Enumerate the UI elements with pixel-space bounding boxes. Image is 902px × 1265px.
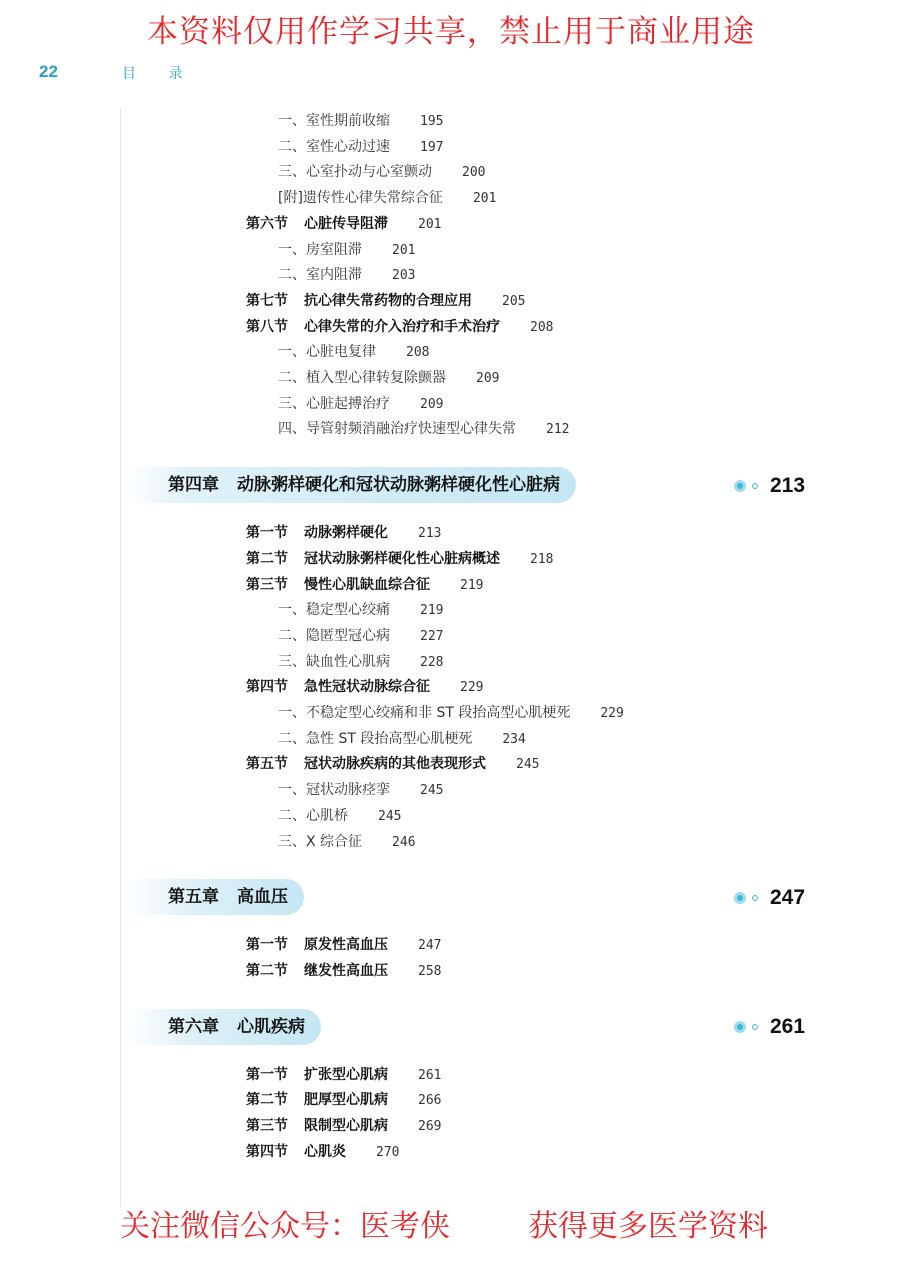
subsection-entry [278, 135, 443, 159]
entry-page-number: 245 [516, 757, 540, 773]
entry-label [246, 1140, 346, 1164]
entry-title: 动脉粥样硬化 [304, 525, 388, 542]
bullet-dot-icon [734, 892, 746, 904]
entry-page-number: 209 [420, 396, 444, 412]
entry-label [278, 238, 362, 262]
entry-label [246, 212, 388, 236]
subsection-entry [278, 598, 443, 622]
bullet-dot-icon [734, 1021, 746, 1033]
entry-label [246, 315, 500, 339]
entry-title: 心肌炎 [304, 1143, 346, 1160]
entry-page-number: 246 [392, 834, 416, 850]
entry-page-number: 247 [418, 938, 442, 954]
entry-label [278, 727, 472, 751]
entry-title: 原发性高血压 [304, 937, 388, 954]
entry-page-number: 228 [420, 654, 444, 670]
entry-title: 一、冠状动脉痉挛 [278, 782, 390, 799]
section-entry [246, 1140, 399, 1164]
subsection-entry [278, 804, 401, 828]
entry-title: 一、室性期前收缩 [278, 113, 390, 129]
section-number: 第三节 [246, 1118, 288, 1134]
section-entry [246, 212, 441, 236]
section-entry [246, 547, 553, 571]
section-entry [246, 315, 553, 339]
entry-page-number: 245 [378, 808, 402, 824]
section-number: 第二节 [246, 550, 288, 567]
entry-label [246, 675, 430, 699]
section-entry [246, 933, 441, 957]
entry-title: 冠状动脉粥样硬化性心脏病概述 [304, 550, 500, 567]
entry-title: 二、室性心动过速 [278, 138, 390, 155]
subsection-entry [278, 109, 443, 133]
subsection-entry [278, 392, 443, 416]
subsection-entry [278, 624, 443, 648]
chapter-page [734, 1009, 805, 1045]
entry-label [278, 624, 390, 648]
entry-title: 二、隐匿型冠心病 [278, 627, 390, 644]
entry-label [246, 1063, 388, 1087]
section-entry [246, 675, 483, 699]
entry-page-number: 266 [418, 1093, 442, 1109]
entry-page-number: 229 [460, 680, 484, 696]
entry-label [246, 752, 486, 776]
section-number: 第四节 [246, 679, 288, 696]
entry-title: 肥厚型心肌病 [304, 1092, 388, 1109]
entry-label [246, 547, 500, 571]
entry-page-number: 208 [406, 345, 430, 361]
entry-page-number: 209 [476, 371, 500, 386]
entry-label [278, 160, 432, 184]
section-entry [246, 573, 483, 597]
subsection-entry [278, 417, 569, 441]
entry-page-number: 219 [420, 603, 444, 619]
entry-page-number: 205 [502, 293, 526, 309]
entry-page-number: 201 [472, 191, 497, 207]
entry-title: 三、缺血性心肌病 [278, 653, 390, 670]
entry-title: 扩张型心肌病 [304, 1066, 388, 1083]
entry-label [278, 135, 390, 159]
entry-page-number: 195 [420, 114, 444, 129]
chapter-title: 心肌疾病 [237, 1016, 305, 1037]
entry-label [278, 366, 446, 390]
chapter-heading [128, 879, 304, 915]
margin-divider [120, 108, 121, 1208]
chapter-title: 动脉粥样硬化和冠状动脉粥样硬化性心脏病 [237, 475, 560, 496]
entry-page-number: 261 [418, 1067, 442, 1083]
section-entry [246, 289, 525, 313]
entry-page-number: 227 [420, 628, 444, 644]
entry-page-number: 269 [418, 1119, 442, 1134]
entry-title: 一、稳定型心绞痛 [278, 602, 390, 619]
entry-page-number: 234 [502, 731, 526, 747]
entry-label [278, 392, 390, 416]
entry-page-number: 201 [392, 242, 416, 258]
section-entry [246, 959, 441, 983]
section-entry [246, 1114, 441, 1138]
section-number: 第八节 [246, 318, 288, 335]
chapter-page-number: 213 [770, 473, 806, 497]
chapter-page [734, 467, 805, 503]
entry-label [278, 830, 362, 854]
section-number: 第四节 [246, 1143, 288, 1160]
subsection-entry [278, 701, 624, 725]
entry-title: [附]遗传性心律失常综合征 [278, 190, 443, 207]
header-title: 目 录 [122, 66, 197, 82]
entry-page-number: 229 [600, 706, 624, 721]
subsection-entry [278, 186, 496, 210]
entry-page-number: 258 [418, 963, 442, 979]
entry-title: 二、植入型心律转复除颤器 [278, 370, 446, 386]
section-number: 第二节 [246, 1092, 288, 1109]
entry-label [278, 263, 362, 287]
entry-title: 二、室内阻滞 [278, 267, 362, 284]
bullet-dot-icon [734, 480, 746, 492]
entry-label [278, 340, 376, 364]
subsection-entry [278, 727, 526, 751]
chapter-page-number: 247 [770, 885, 806, 909]
entry-title: 三、X 综合征 [278, 833, 363, 850]
subsection-entry [278, 650, 443, 674]
watermark-banner-top: 本资料仅用作学习共享，禁止用于商业用途 [147, 14, 755, 50]
entry-page-number: 212 [546, 422, 570, 438]
chapter-heading [128, 1009, 321, 1045]
bullet-ring-icon [752, 895, 758, 901]
entry-label [278, 778, 390, 802]
chapter-page [734, 879, 805, 915]
entry-title: 慢性心肌缺血综合征 [304, 576, 430, 593]
entry-title: 继发性高血压 [304, 962, 388, 979]
entry-label [246, 933, 388, 957]
entry-page-number: 218 [530, 551, 554, 567]
entry-title: 抗心律失常药物的合理应用 [304, 292, 472, 309]
section-entry [246, 1088, 441, 1112]
section-number: 第六节 [246, 215, 288, 232]
entry-page-number: 201 [418, 216, 442, 232]
subsection-entry [278, 160, 485, 184]
subsection-entry [278, 366, 499, 390]
watermark-banner-bottom-left: 关注微信公众号：医考侠 [120, 1209, 450, 1244]
section-number: 第二节 [246, 962, 288, 979]
chapter-number: 第五章 [168, 887, 219, 908]
chapter-page-number: 261 [770, 1015, 806, 1039]
entry-title: 二、心肌桥 [278, 807, 348, 824]
entry-title: 一、房室阻滞 [278, 241, 362, 258]
subsection-entry [278, 778, 443, 802]
chapter-heading [128, 467, 576, 503]
header-page-number: 22 [39, 62, 58, 81]
chapter-number: 第六章 [168, 1016, 219, 1037]
entry-page-number: 245 [420, 783, 444, 799]
section-number: 第一节 [246, 937, 288, 954]
section-entry [246, 752, 539, 776]
entry-title: 一、不稳定型心绞痛和非 ST 段抬高型心肌梗死 [278, 705, 571, 721]
entry-page-number: 213 [418, 526, 442, 542]
entry-title: 一、心脏电复律 [278, 344, 376, 361]
entry-label [278, 650, 390, 674]
entry-page-number: 197 [420, 139, 444, 155]
entry-title: 心律失常的介入治疗和手术治疗 [304, 318, 500, 335]
subsection-entry [278, 340, 429, 364]
entry-title: 三、心脏起搏治疗 [278, 395, 390, 412]
entry-page-number: 208 [530, 319, 554, 335]
section-number: 第七节 [246, 292, 288, 309]
entry-title: 急性冠状动脉综合征 [304, 679, 430, 696]
subsection-entry [278, 830, 416, 854]
section-number: 第一节 [246, 525, 288, 542]
watermark-banner-bottom-right: 获得更多医学资料 [528, 1209, 768, 1244]
entry-page-number: 270 [376, 1144, 400, 1160]
chapter-number: 第四章 [168, 475, 219, 496]
entry-title: 二、急性 ST 段抬高型心肌梗死 [278, 730, 473, 747]
chapter-title: 高血压 [237, 887, 288, 908]
entry-label [278, 701, 570, 725]
entry-label [278, 109, 390, 133]
section-number: 第五节 [246, 756, 288, 773]
bullet-ring-icon [752, 1024, 758, 1030]
entry-page-number: 219 [460, 577, 484, 593]
entry-title: 冠状动脉疾病的其他表现形式 [304, 756, 486, 773]
entry-label [246, 289, 472, 313]
entry-label [246, 1114, 388, 1138]
entry-label [278, 417, 516, 441]
entry-label [278, 186, 443, 210]
entry-page-number: 200 [462, 165, 486, 181]
entry-title: 限制型心肌病 [304, 1118, 388, 1134]
section-entry [246, 1063, 441, 1087]
bullet-ring-icon [752, 483, 758, 489]
subsection-entry [278, 263, 415, 287]
section-number: 第三节 [246, 576, 288, 593]
section-entry [246, 521, 441, 545]
entry-title: 四、导管射频消融治疗快速型心律失常 [278, 421, 516, 438]
subsection-entry [278, 238, 415, 262]
entry-label [246, 573, 430, 597]
entry-title: 三、心室扑动与心室颤动 [278, 164, 432, 181]
section-number: 第一节 [246, 1066, 288, 1083]
entry-label [246, 959, 388, 983]
entry-label [278, 598, 390, 622]
entry-title: 心脏传导阻滞 [304, 215, 388, 232]
entry-label [278, 804, 348, 828]
entry-label [246, 521, 388, 545]
entry-page-number: 203 [392, 268, 416, 284]
entry-label [246, 1088, 388, 1112]
